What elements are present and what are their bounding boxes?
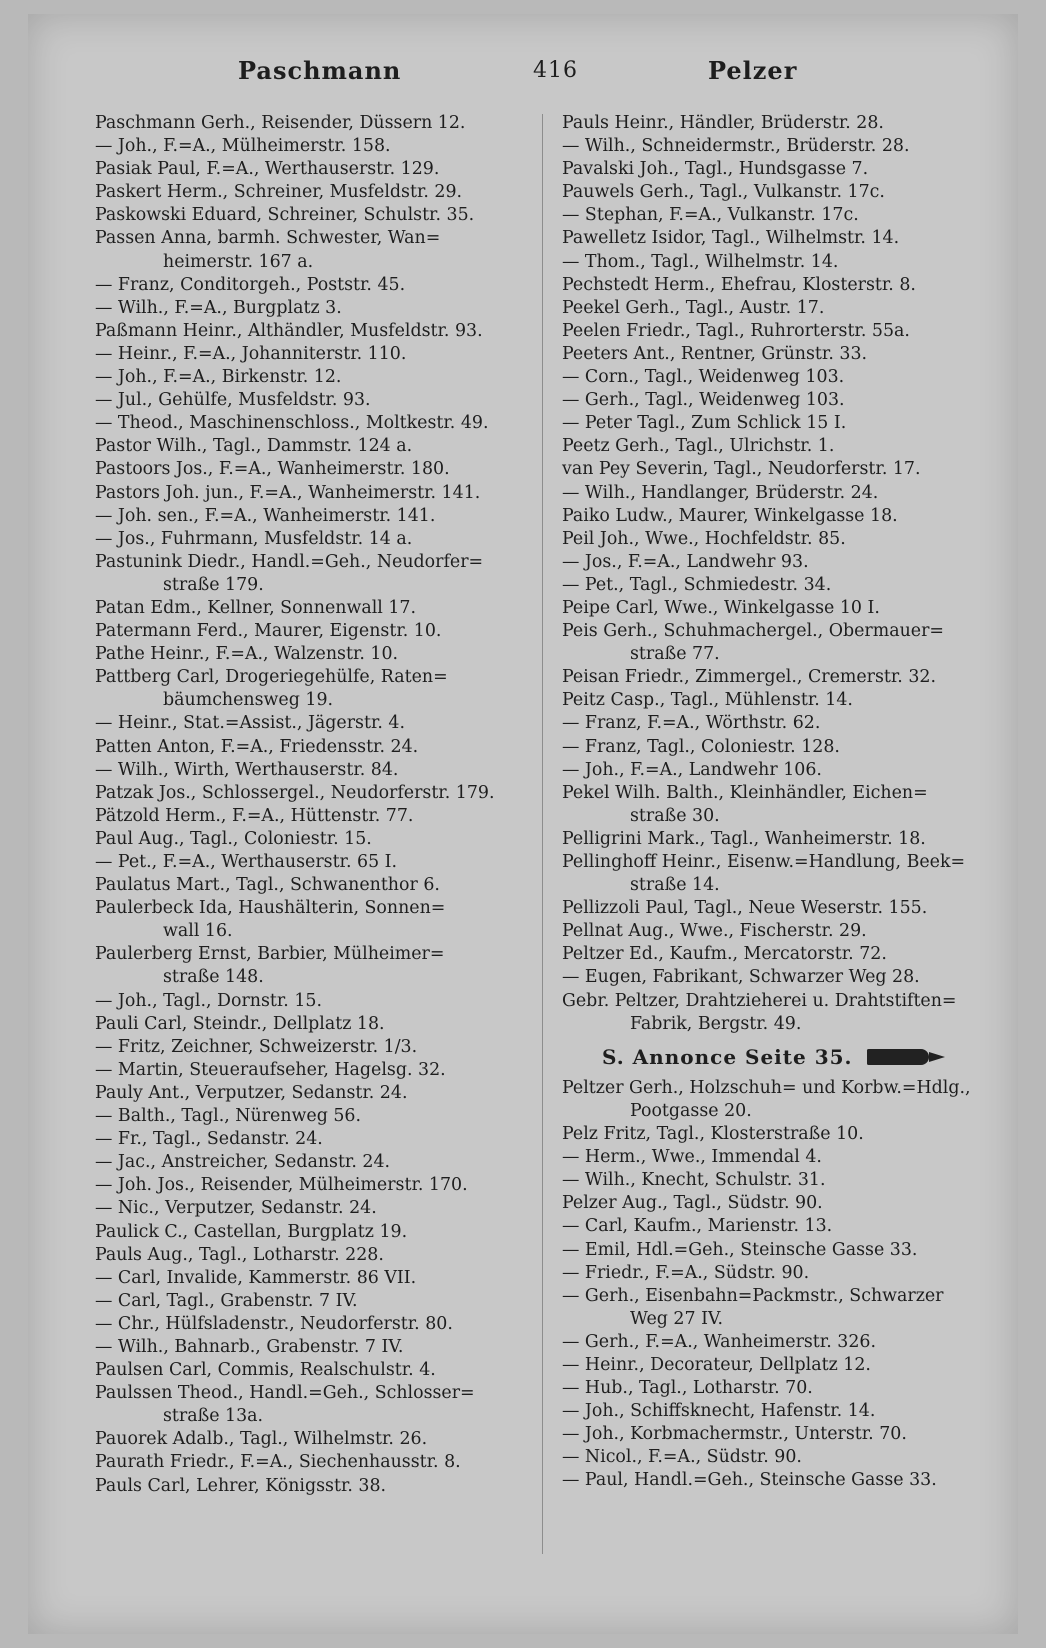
right-column — [562, 112, 992, 1493]
entry-line: Pavalski Joh., Tagl., Hundsgasse 7. — [562, 159, 869, 180]
entry-line: — Jos., Fuhrmann, Musfeldstr. 14 a. — [95, 528, 413, 549]
entry-line: Paßmann Heinr., Althändler, Musfeldstr. 93. — [95, 320, 483, 341]
right-column-top — [562, 112, 992, 1036]
entry-continuation: heimerstr. 167 a. — [163, 251, 314, 272]
entry-line: — Emil, Hdl.=Geh., Steinsche Gasse 33. — [562, 1239, 918, 1260]
entry-line: — Carl, Invalide, Kammerstr. 86 VII. — [95, 1267, 417, 1288]
directory-entry — [562, 1192, 992, 1215]
entry-line: — Heinr., Decorateur, Dellplatz 12. — [562, 1354, 871, 1375]
entry-line: Pastors Joh. jun., F.=A., Wanheimerstr. 141. — [95, 482, 481, 503]
directory-entry — [95, 528, 535, 551]
entry-line: Paiko Ludw., Maurer, Winkelgasse 18. — [562, 505, 898, 526]
directory-entry — [562, 666, 992, 689]
directory-entry — [95, 805, 535, 828]
entry-line: — Jul., Gehülfe, Musfeldstr. 93. — [95, 390, 371, 411]
entry-continuation: Fabrik, Bergstr. 49. — [630, 1013, 802, 1034]
directory-page — [28, 14, 1018, 1634]
entry-line: Pelzer Aug., Tagl., Südstr. 90. — [562, 1193, 823, 1214]
directory-entry — [562, 135, 992, 158]
entry-continuation: straße 179. — [163, 574, 264, 595]
directory-entry — [95, 597, 535, 620]
directory-entry — [562, 458, 992, 481]
entry-line: Paulerbeck Ida, Haushälterin, Sonnen= — [95, 898, 446, 919]
directory-entry — [95, 1036, 535, 1059]
directory-entry — [95, 181, 535, 204]
entry-line: — Joh. Jos., Reisender, Mülheimerstr. 170. — [95, 1175, 468, 1196]
directory-entry — [95, 897, 535, 943]
directory-entry — [562, 990, 992, 1036]
directory-entry — [562, 1331, 992, 1354]
entry-continuation: wall 16. — [163, 921, 233, 942]
entry-line: — Chr., Hülfsladenstr., Neudorferstr. 80. — [95, 1313, 453, 1334]
directory-entry — [95, 782, 535, 805]
directory-entry — [562, 1215, 992, 1238]
entry-line: — Carl, Kaufm., Marienstr. 13. — [562, 1216, 833, 1237]
page-number: 416 — [533, 58, 578, 83]
directory-entry — [95, 297, 535, 320]
directory-entry — [562, 782, 992, 828]
entry-line: — Joh., Schiffsknecht, Hafenstr. 14. — [562, 1401, 876, 1422]
directory-entry — [95, 135, 535, 158]
entry-line: Pellizzoli Paul, Tagl., Neue Weserstr. 155. — [562, 898, 928, 919]
entry-continuation: straße 77. — [630, 644, 720, 665]
directory-entry — [95, 643, 535, 666]
directory-entry — [95, 1221, 535, 1244]
entry-continuation: Weg 27 IV. — [630, 1308, 723, 1329]
running-head-right: Pelzer — [708, 56, 798, 85]
entry-line: — Heinr., F.=A., Johanniterstr. 110. — [95, 343, 407, 364]
entry-line: — Balth., Tagl., Nürenweg 56. — [95, 1106, 362, 1127]
directory-entry — [562, 274, 992, 297]
entry-line: Passen Anna, barmh. Schwester, Wan= — [95, 228, 441, 249]
entry-line: Pastor Wilh., Tagl., Dammstr. 124 a. — [95, 436, 413, 457]
entry-line: — Jos., F.=A., Landwehr 93. — [562, 551, 809, 572]
entry-line: Patermann Ferd., Maurer, Eigenstr. 10. — [95, 621, 442, 642]
directory-entry — [95, 482, 535, 505]
entry-line: Pauli Carl, Steindr., Dellplatz 18. — [95, 1013, 385, 1034]
entry-line: Pathe Heinr., F.=A., Walzenstr. 10. — [95, 644, 399, 665]
entry-line: Pauly Ant., Verputzer, Sedanstr. 24. — [95, 1082, 408, 1103]
entry-line: — Gerh., Eisenbahn=Packmstr., Schwarzer — [562, 1285, 944, 1306]
entry-line: van Pey Severin, Tagl., Neudorferstr. 17. — [562, 459, 921, 480]
right-column-bottom — [562, 1077, 992, 1493]
entry-line: — Franz, Tagl., Coloniestr. 128. — [562, 736, 840, 757]
entry-line: Pellinghoff Heinr., Eisenw.=Handlung, Beek= — [562, 852, 966, 872]
left-column — [95, 112, 535, 1498]
entry-line: Paulatus Mart., Tagl., Schwanenthor 6. — [95, 875, 440, 896]
directory-entry — [562, 920, 992, 943]
directory-entry — [95, 1267, 535, 1290]
entry-line: Gebr. Peltzer, Drahtzieherei u. Drahtstiften= — [562, 990, 957, 1011]
entry-line: Paul Aug., Tagl., Coloniestr. 15. — [95, 828, 372, 849]
directory-entry — [562, 620, 992, 666]
directory-entry — [562, 1077, 992, 1123]
directory-entry — [95, 366, 535, 389]
directory-entry — [95, 759, 535, 782]
directory-entry — [95, 1059, 535, 1082]
directory-entry — [562, 158, 992, 181]
running-head-left: Paschmann — [238, 56, 402, 85]
directory-entry — [562, 574, 992, 597]
directory-entry — [562, 366, 992, 389]
entry-line: — Pet., F.=A., Werthauserstr. 65 I. — [95, 852, 398, 872]
directory-entry — [95, 412, 535, 435]
directory-entry — [95, 1382, 535, 1428]
entry-line: — Heinr., Stat.=Assist., Jägerstr. 4. — [95, 713, 405, 734]
directory-entry — [95, 874, 535, 897]
entry-line: — Peter Tagl., Zum Schlick 15 I. — [562, 413, 847, 434]
directory-entry — [562, 112, 992, 135]
directory-entry — [562, 343, 992, 366]
entry-line: — Wilh., F.=A., Burgplatz 3. — [95, 297, 342, 318]
directory-entry — [562, 482, 992, 505]
directory-entry — [562, 551, 992, 574]
directory-entry — [562, 1400, 992, 1423]
directory-entry — [562, 1169, 992, 1192]
directory-entry — [95, 1428, 535, 1451]
entry-line: — Joh., F.=A., Landwehr 106. — [562, 759, 822, 780]
entry-line: — Nicol., F.=A., Südstr. 90. — [562, 1447, 802, 1468]
entry-line: — Martin, Steueraufseher, Hagelsg. 32. — [95, 1059, 446, 1080]
directory-entry — [95, 1290, 535, 1313]
entry-line: Paurath Friedr., F.=A., Siechenhausstr. 8. — [95, 1452, 461, 1473]
directory-entry — [95, 736, 535, 759]
entry-line: Pauls Heinr., Händler, Brüderstr. 28. — [562, 113, 884, 133]
directory-entry — [95, 274, 535, 297]
entry-line: — Joh., Tagl., Dornstr. 15. — [95, 990, 322, 1011]
entry-line: — Wilh., Bahnarb., Grabenstr. 7 IV. — [95, 1336, 404, 1357]
directory-entry — [95, 112, 535, 135]
entry-line: Peitz Casp., Tagl., Mühlenstr. 14. — [562, 690, 853, 711]
entry-line: — Carl, Tagl., Grabenstr. 7 IV. — [95, 1290, 358, 1311]
entry-line: Pastunink Diedr., Handl.=Geh., Neudorfer= — [95, 551, 484, 572]
entry-line: Pattberg Carl, Drogeriegehülfe, Raten= — [95, 667, 448, 688]
entry-line: — Joh., F.=A., Birkenstr. 12. — [95, 367, 342, 388]
entry-continuation: straße 14. — [630, 875, 720, 896]
entry-line: Peisan Friedr., Zimmergel., Cremerstr. 32. — [562, 667, 936, 688]
directory-entry — [562, 712, 992, 735]
directory-entry — [95, 1105, 535, 1128]
entry-line: Peltzer Gerh., Holzschuh= und Korbw.=Hdlg., — [562, 1077, 971, 1098]
directory-entry — [562, 943, 992, 966]
directory-entry — [95, 551, 535, 597]
entry-continuation: straße 148. — [163, 967, 264, 988]
entry-line: Paulssen Theod., Handl.=Geh., Schlosser= — [95, 1383, 475, 1404]
directory-entry — [95, 1313, 535, 1336]
directory-entry — [95, 943, 535, 989]
directory-entry — [562, 897, 992, 920]
entry-line: — Eugen, Fabrikant, Schwarzer Weg 28. — [562, 967, 920, 988]
directory-entry — [95, 158, 535, 181]
directory-entry — [562, 1377, 992, 1400]
entry-line: Paulick C., Castellan, Burgplatz 19. — [95, 1221, 408, 1242]
entry-line: — Corn., Tagl., Weidenweg 103. — [562, 367, 845, 388]
directory-entry — [562, 966, 992, 989]
directory-entry — [562, 389, 992, 412]
directory-entry — [95, 666, 535, 712]
entry-line: — Fritz, Zeichner, Schweizerstr. 1/3. — [95, 1036, 418, 1057]
directory-entry — [562, 204, 992, 227]
entry-line: — Thom., Tagl., Wilhelmstr. 14. — [562, 251, 839, 272]
entry-line: Paulsen Carl, Commis, Realschulstr. 4. — [95, 1360, 436, 1381]
directory-entry — [95, 1244, 535, 1267]
entry-line: Pauwels Gerh., Tagl., Vulkanstr. 17c. — [562, 182, 885, 203]
entry-line: — Stephan, F.=A., Vulkanstr. 17c. — [562, 205, 859, 226]
entry-continuation: Pootgasse 20. — [630, 1100, 752, 1121]
directory-entry — [562, 227, 992, 250]
entry-line: Peipe Carl, Wwe., Winkelgasse 10 I. — [562, 597, 880, 618]
entry-line: — Herm., Wwe., Immendal 4. — [562, 1147, 822, 1168]
directory-entry — [562, 828, 992, 851]
entry-continuation: straße 30. — [630, 805, 720, 826]
entry-line: — Wilh., Handlanger, Brüderstr. 24. — [562, 482, 879, 503]
entry-line: — Franz, Conditorgeh., Poststr. 45. — [95, 274, 406, 295]
entry-line: Pauls Carl, Lehrer, Königsstr. 38. — [95, 1475, 387, 1496]
directory-entry — [562, 1285, 992, 1331]
directory-entry — [95, 1174, 535, 1197]
entry-line: — Gerh., Tagl., Weidenweg 103. — [562, 390, 845, 411]
column-divider — [542, 114, 543, 1554]
entry-line: Peetz Gerh., Tagl., Ulrichstr. 1. — [562, 436, 835, 457]
annonce-note — [602, 1046, 992, 1069]
entry-line: — Joh. sen., F.=A., Wanheimerstr. 141. — [95, 505, 436, 526]
directory-entry — [95, 1013, 535, 1036]
entry-line: Patan Edm., Kellner, Sonnenwall 17. — [95, 597, 417, 618]
entry-line: Paulerberg Ernst, Barbier, Mülheimer= — [95, 944, 445, 965]
entry-line: Peltzer Ed., Kaufm., Mercatorstr. 72. — [562, 944, 887, 965]
directory-entry — [562, 528, 992, 551]
entry-line: Peis Gerh., Schuhmachergel., Obermauer= — [562, 621, 944, 642]
entry-line: — Hub., Tagl., Lotharstr. 70. — [562, 1378, 813, 1399]
directory-entry — [562, 597, 992, 620]
entry-line: — Theod., Maschinenschloss., Moltkestr. 49. — [95, 413, 489, 434]
directory-entry — [562, 181, 992, 204]
entry-line: Peeters Ant., Rentner, Grünstr. 33. — [562, 343, 868, 364]
entry-line: Patten Anton, F.=A., Friedensstr. 24. — [95, 736, 419, 757]
directory-entry — [95, 435, 535, 458]
entry-line: Pasiak Paul, F.=A., Werthauserstr. 129. — [95, 159, 440, 180]
entry-line: — Joh., F.=A., Mülheimerstr. 158. — [95, 136, 391, 157]
directory-entry — [95, 1197, 535, 1220]
directory-entry — [562, 1262, 992, 1285]
pointing-hand-icon — [867, 1049, 929, 1065]
directory-entry — [95, 1359, 535, 1382]
directory-entry — [562, 505, 992, 528]
directory-entry — [562, 1446, 992, 1469]
entry-line: — Nic., Verputzer, Sedanstr. 24. — [95, 1198, 377, 1219]
entry-line: Pellnat Aug., Wwe., Fischerstr. 29. — [562, 921, 867, 942]
entry-line: — Jac., Anstreicher, Sedanstr. 24. — [95, 1152, 391, 1173]
entry-line: Pätzold Herm., F.=A., Hüttenstr. 77. — [95, 805, 414, 826]
entry-line: — Friedr., F.=A., Südstr. 90. — [562, 1262, 810, 1283]
directory-entry — [562, 1239, 992, 1262]
directory-entry — [95, 620, 535, 643]
entry-line: Pastoors Jos., F.=A., Wanheimerstr. 180. — [95, 459, 450, 480]
entry-line: Pechstedt Herm., Ehefrau, Klosterstr. 8. — [562, 274, 916, 295]
entry-line: — Paul, Handl.=Geh., Steinsche Gasse 33. — [562, 1470, 937, 1491]
directory-entry — [562, 759, 992, 782]
directory-entry — [95, 1082, 535, 1105]
entry-line: Pauls Aug., Tagl., Lotharstr. 228. — [95, 1244, 384, 1265]
entry-line: — Wilh., Schneidermstr., Brüderstr. 28. — [562, 136, 910, 157]
directory-entry — [562, 736, 992, 759]
directory-entry — [562, 1469, 992, 1492]
entry-line: — Franz, F.=A., Wörthstr. 62. — [562, 713, 821, 734]
directory-entry — [562, 412, 992, 435]
directory-entry — [95, 1151, 535, 1174]
entry-continuation: bäumchensweg 19. — [163, 690, 334, 711]
directory-entry — [562, 297, 992, 320]
directory-entry — [562, 689, 992, 712]
entry-line: — Wilh., Wirth, Werthauserstr. 84. — [95, 759, 399, 780]
entry-line: Peelen Friedr., Tagl., Ruhrorterstr. 55a. — [562, 320, 910, 341]
directory-entry — [95, 990, 535, 1013]
directory-entry — [562, 1146, 992, 1169]
entry-line: Paskowski Eduard, Schreiner, Schulstr. 35. — [95, 205, 475, 226]
entry-line: Peekel Gerh., Tagl., Austr. 17. — [562, 297, 825, 318]
entry-line: Peil Joh., Wwe., Hochfeldstr. 85. — [562, 528, 846, 549]
entry-line: Paskert Herm., Schreiner, Musfeldstr. 29. — [95, 182, 463, 203]
directory-entry — [95, 1451, 535, 1474]
directory-entry — [562, 1123, 992, 1146]
directory-entry — [95, 828, 535, 851]
directory-entry — [95, 343, 535, 366]
directory-entry — [562, 1354, 992, 1377]
entry-line: — Fr., Tagl., Sedanstr. 24. — [95, 1129, 323, 1150]
directory-entry — [95, 204, 535, 227]
entry-line: — Wilh., Knecht, Schulstr. 31. — [562, 1170, 826, 1191]
entry-line: — Gerh., F.=A., Wanheimerstr. 326. — [562, 1331, 876, 1352]
directory-entry — [95, 458, 535, 481]
directory-entry — [95, 320, 535, 343]
directory-entry — [95, 1475, 535, 1498]
directory-entry — [95, 505, 535, 528]
directory-entry — [95, 227, 535, 273]
directory-entry — [95, 389, 535, 412]
entry-line: Pawelletz Isidor, Tagl., Wilhelmstr. 14. — [562, 228, 900, 249]
directory-entry — [95, 851, 535, 874]
directory-entry — [95, 1128, 535, 1151]
entry-line: Patzak Jos., Schlossergel., Neudorferstr. 179. — [95, 782, 495, 803]
directory-entry — [562, 851, 992, 897]
entry-line: Pelligrini Mark., Tagl., Wanheimerstr. 18. — [562, 828, 926, 849]
entry-continuation: straße 13a. — [163, 1406, 264, 1427]
entry-line: — Pet., Tagl., Schmiedestr. 34. — [562, 574, 832, 595]
entry-line: Pelz Fritz, Tagl., Klosterstraße 10. — [562, 1124, 864, 1145]
annonce-text: S. Annonce Seite 35. — [602, 1044, 853, 1069]
directory-entry — [95, 1336, 535, 1359]
entry-line: — Joh., Korbmachermstr., Unterstr. 70. — [562, 1424, 907, 1445]
directory-entry — [562, 1423, 992, 1446]
directory-entry — [562, 251, 992, 274]
entry-line: Pauorek Adalb., Tagl., Wilhelmstr. 26. — [95, 1429, 428, 1450]
entry-line: Paschmann Gerh., Reisender, Düssern 12. — [95, 113, 466, 133]
entry-line: Pekel Wilh. Balth., Kleinhändler, Eichen= — [562, 782, 928, 803]
directory-entry — [95, 712, 535, 735]
directory-entry — [562, 320, 992, 343]
directory-entry — [562, 435, 992, 458]
